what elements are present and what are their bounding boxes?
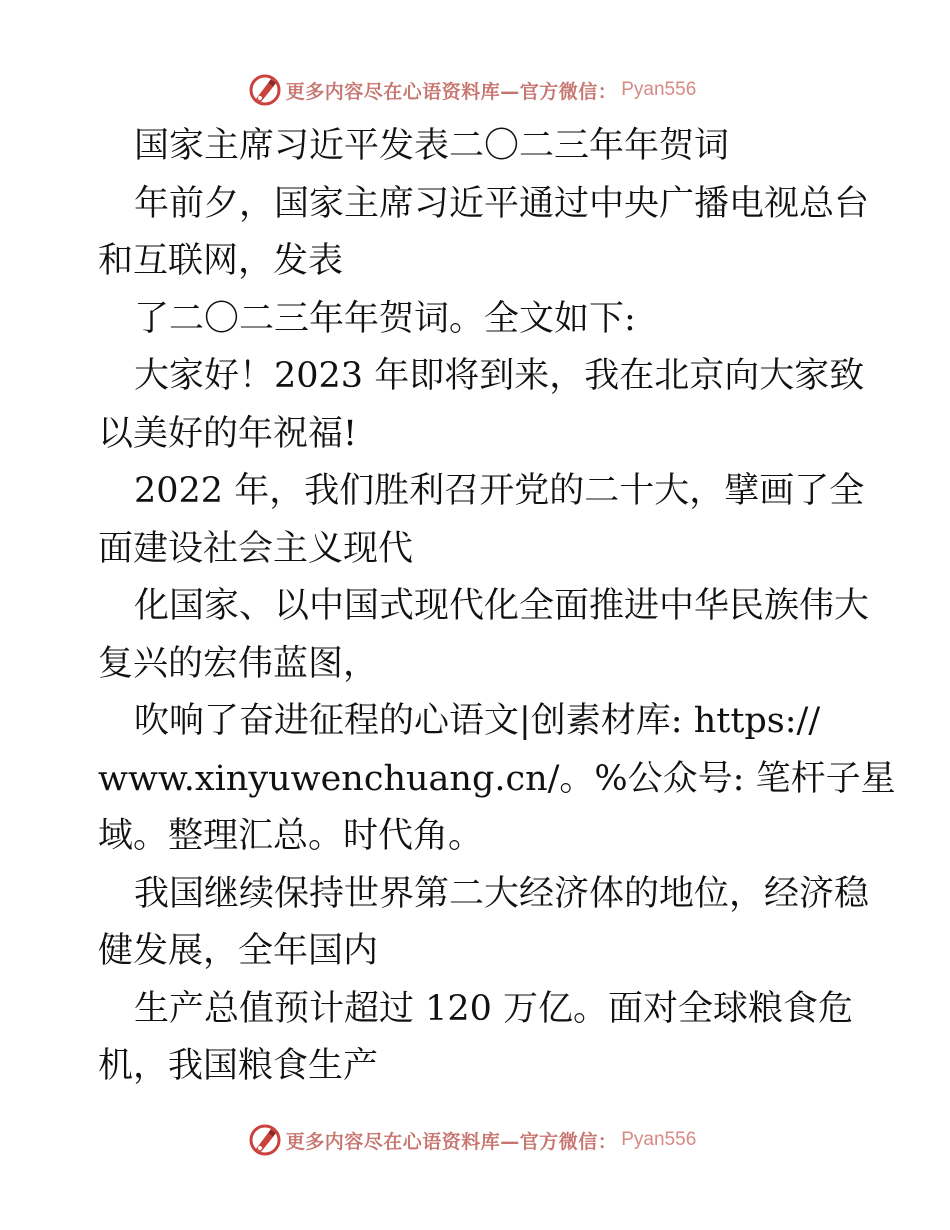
paragraph-greeting — [98, 348, 865, 406]
paragraph-website-url — [98, 751, 896, 809]
watermark-text: 更多内容尽在心语资料库—官方微信： — [285, 80, 618, 103]
text-line: 健发展，全年国内 — [98, 931, 379, 971]
paragraph-greeting-cont — [98, 406, 858, 464]
watermark-handle: Pyan556 — [621, 79, 697, 100]
text-line: 我国继续保持世界第二大经济体的地位，经济稳 — [134, 873, 870, 914]
text-line: 生产总值预计超过 120 万亿。面对全球粮食危 — [134, 988, 854, 1029]
footer-watermark — [248, 1123, 697, 1157]
header-watermark — [248, 73, 697, 107]
text-line: 机，我国粮食生产 — [98, 1046, 379, 1086]
text-line: 大家好！2023 年即将到来，我在北京向大家致 — [134, 356, 865, 396]
paragraph-economy — [98, 866, 870, 924]
text-line: 年前夕，国家主席习近平通过中央广播电视总台 — [134, 183, 870, 224]
text-line: 国家主席习近平发表二〇二三年年贺词 — [134, 126, 730, 166]
paragraph-intro-cont — [98, 233, 858, 291]
pen-logo-icon — [248, 1123, 282, 1157]
paragraph-title — [98, 118, 858, 176]
paragraph-2022-cont — [98, 521, 858, 579]
paragraph-economy-cont — [98, 923, 858, 981]
paragraph-intro — [98, 176, 870, 234]
watermark-handle: Pyan556 — [621, 1129, 697, 1150]
paragraph-blueprint-cont — [98, 636, 858, 694]
text-line: 复兴的宏伟蓝图， — [98, 643, 379, 684]
text-line: 2022 年，我们胜利召开党的二十大，擘画了全 — [134, 471, 865, 511]
document-body — [98, 118, 896, 1096]
footer-watermark-banner — [0, 1120, 950, 1160]
pen-logo-icon — [248, 73, 282, 107]
paragraph-2022 — [98, 463, 865, 521]
text-line: 面建设社会主义现代 — [98, 528, 414, 569]
paragraph-website-cont — [98, 808, 858, 866]
paragraph-gdp-cont — [98, 1038, 858, 1096]
paragraph-blueprint — [98, 578, 870, 636]
paragraph-gdp — [98, 981, 858, 1039]
watermark-text: 更多内容尽在心语资料库—官方微信： — [285, 1130, 618, 1153]
paragraph-intro-2 — [98, 291, 858, 349]
text-line: 了二〇二三年年贺词。全文如下: — [134, 298, 636, 339]
paragraph-website — [98, 693, 858, 751]
text-line: 以美好的年祝福! — [98, 413, 358, 454]
text-line: 和互联网，发表 — [98, 241, 344, 281]
text-line: 化国家、以中国式现代化全面推进中华民族伟大 — [134, 586, 870, 626]
text-line: 吹响了奋进征程的心语文|创素材库: https:// — [134, 701, 821, 741]
header-watermark-banner — [0, 70, 950, 110]
text-line: www.xinyuwenchuang.cn/。%公众号: 笔杆子星 — [98, 758, 896, 799]
text-line: 域。整理汇总。时代角。 — [98, 816, 484, 856]
